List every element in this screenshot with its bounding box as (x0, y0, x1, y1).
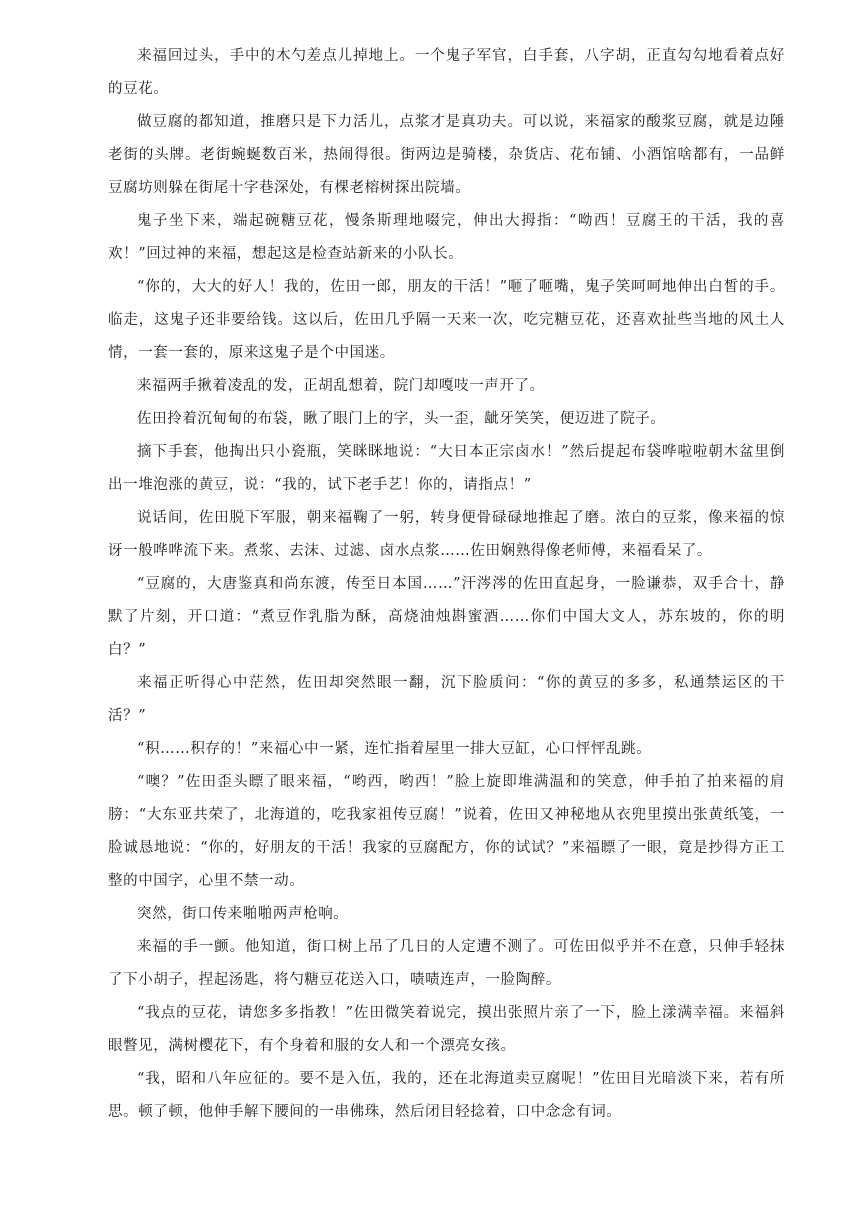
paragraph: 佐田拎着沉甸甸的布袋，瞅了眼门上的字，头一歪，龇牙笑笑，便迈进了院子。 (137, 411, 666, 427)
paragraph: 做豆腐的都知道，推磨只是下力活儿，点浆才是真功夫。可以说，来福家的酸浆豆腐，就是边陲老街的头牌。老街蜿蜒数百米，热闹得很。街两边是骑楼，杂货店、花布铺、小酒馆啥都有，一品鲜豆腐坊则躲在街尾十字巷深处，有棵老榕树探出院墙。 (108, 114, 785, 196)
paragraph: 鬼子坐下来，端起碗糖豆花，慢条斯理地啜完，伸出大拇指：“呦西！豆腐王的干活，我的喜欢！”回过神的来福，想起这是检查站新来的小队长。 (108, 213, 785, 262)
paragraph: 说话间，佐田脱下军服，朝来福鞠了一躬，转身便骨碌碌地推起了磨。浓白的豆浆，像来福的惊讶一般哗哗流下来。煮浆、去沫、过滤、卤水点浆……佐田娴熟得像老师傅，来福看呆了。 (108, 510, 785, 559)
paragraph: 来福回过头，手中的木勺差点儿掉地上。一个鬼子军官，白手套，八字胡，正直勾勾地看着点好的豆花。 (108, 48, 785, 97)
paragraph: “积……积存的！”来福心中一紧，连忙指着屋里一排大豆缸，心口怦怦乱跳。 (137, 741, 652, 757)
paragraph: “我点的豆花，请您多多指教！”佐田微笑着说完，摸出张照片亲了一下，脸上漾满幸福。来福斜眼瞥见，满树樱花下，有个身着和服的女人和一个漂亮女孩。 (108, 1005, 785, 1054)
story-text (108, 40, 785, 1129)
paragraph: “豆腐的，大唐鉴真和尚东渡，传至日本国……”汗涔涔的佐田直起身，一脸谦恭，双手合十，静默了片刻，开口道：“煮豆作乳脂为酥，高烧油烛斟蜜酒……你们中国大文人，苏东坡的，你的明白？” (108, 576, 785, 658)
paragraph: 来福的手一颤。他知道，街口树上吊了几日的人定遭不测了。可佐田似乎并不在意，只伸手轻抹了下小胡子，捏起汤匙，将勺糖豆花送入口，啧啧连声，一脸陶醉。 (108, 939, 785, 988)
paragraph: 突然，街口传来啪啪两声枪响。 (137, 906, 349, 922)
paragraph: 摘下手套，他掏出只小瓷瓶，笑眯眯地说：“大日本正宗卤水！”然后提起布袋哗啦啦朝木盆里倒出一堆泡涨的黄豆，说：“我的，试下老手艺！你的，请指点！” (108, 444, 785, 493)
paragraph: 来福两手揪着凌乱的发，正胡乱想着，院门却嘎吱一声开了。 (137, 378, 545, 394)
paragraph: “你的，大大的好人！我的，佐田一郎，朋友的干活！”咂了咂嘴，鬼子笑呵呵地伸出白皙的手。临走，这鬼子还非要给钱。这以后，佐田几乎隔一天来一次，吃完糖豆花，还喜欢扯些当地的风土人情，一套一套的，原来这鬼子是个中国迷。 (108, 279, 785, 361)
paragraph: “我，昭和八年应征的。要不是入伍，我的，还在北海道卖豆腐呢！”佐田目光暗淡下来，若有所思。顿了顿，他伸手解下腰间的一串佛珠，然后闭目轻捻着，口中念念有词。 (108, 1071, 785, 1120)
paragraph: 来福正听得心中茫然，佐田却突然眼一翻，沉下脸质问：“你的黄豆的多多，私通禁运区的干活？” (108, 675, 785, 724)
paragraph: “噢？”佐田歪头瞟了眼来福，“哟西，哟西！”脸上旋即堆满温和的笑意，伸手拍了拍来福的肩膀：“大东亚共荣了，北海道的，吃我家祖传豆腐！”说着，佐田又神秘地从衣兜里摸出张黄纸笺，一脸诚恳地说：“你的，好朋友的干活！我家的豆腐配方，你的试试？”来福瞟了一眼，竟是抄得方正工整的中国字，心里不禁一动。 (108, 774, 785, 889)
